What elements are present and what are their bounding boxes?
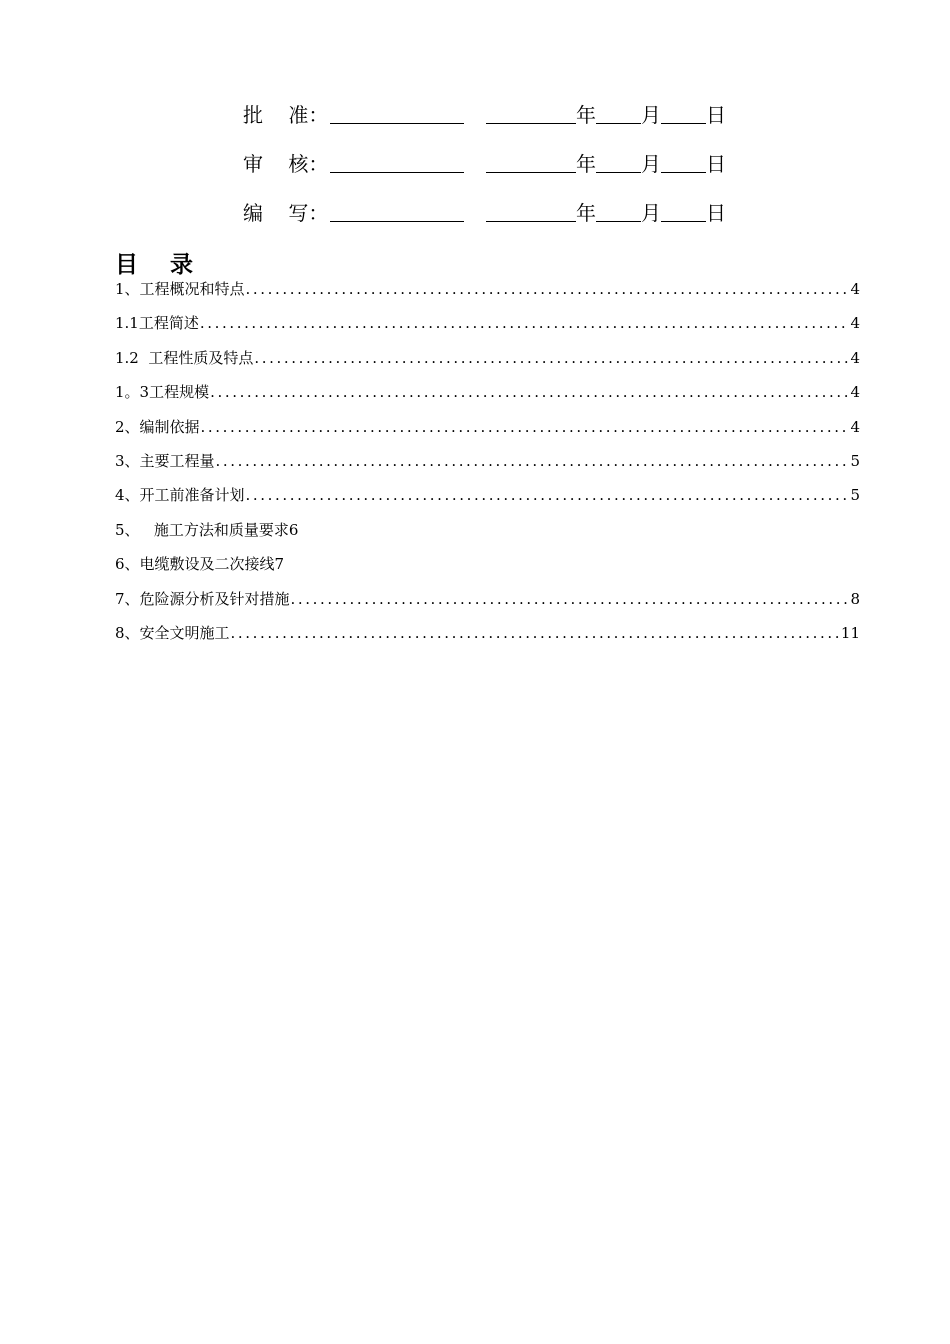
month-blank	[596, 199, 641, 222]
toc-item-page: 11	[840, 623, 860, 642]
toc-item-text: 1。3工程规模	[115, 383, 210, 402]
toc-item[interactable]	[115, 586, 860, 620]
toc-item-text: 1、工程概况和特点	[115, 280, 245, 298]
signature-name-blank	[330, 199, 464, 222]
toc-item[interactable]	[115, 276, 860, 310]
signature-label: 批 准：	[243, 103, 329, 127]
toc-item[interactable]	[115, 620, 860, 654]
signature-label: 审 核：	[243, 152, 329, 176]
toc-item-page: 4	[850, 280, 860, 298]
toc-item[interactable]	[115, 551, 860, 585]
year-blank	[486, 199, 576, 222]
toc-item-text: 2、编制依据	[115, 417, 200, 436]
toc-item[interactable]	[115, 414, 860, 448]
month-label: 月	[641, 201, 661, 225]
toc-item-text: 8、安全文明施工	[115, 623, 230, 642]
toc-item-text: 3、主要工程量	[115, 451, 215, 470]
toc-leader-dots	[291, 586, 849, 612]
year-label: 年	[576, 152, 596, 176]
month-label: 月	[641, 103, 661, 127]
toc-item-text: 6、电缆敷设及二次接线7	[115, 555, 285, 574]
toc-item-page: 8	[850, 589, 860, 608]
month-blank	[596, 101, 641, 124]
toc-item[interactable]	[115, 379, 860, 413]
toc-item-text: 4、开工前准备计划	[115, 486, 245, 505]
table-of-contents	[115, 276, 860, 654]
signature-row-review	[243, 144, 726, 178]
signature-block	[243, 95, 726, 242]
day-label: 日	[706, 201, 726, 225]
signature-name-blank	[330, 101, 464, 124]
toc-item-text: 7、危险源分析及针对措施	[115, 589, 290, 608]
toc-item-page: 5	[850, 451, 860, 470]
toc-leader-dots	[201, 414, 849, 440]
signature-row-approve	[243, 95, 726, 129]
day-blank	[661, 199, 706, 222]
toc-item-text: 1.2 工程性质及特点	[115, 348, 254, 367]
day-blank	[661, 101, 706, 124]
toc-leader-dots	[254, 345, 848, 371]
day-label: 日	[706, 152, 726, 176]
toc-title: 目 录	[115, 252, 194, 278]
toc-item[interactable]	[115, 517, 860, 551]
month-label: 月	[641, 152, 661, 176]
day-label: 日	[706, 103, 726, 127]
toc-item-page: 5	[850, 486, 860, 505]
year-blank	[486, 150, 576, 173]
signature-name-blank	[330, 150, 464, 173]
toc-item-page: 4	[850, 348, 860, 367]
toc-item-page: 4	[850, 383, 860, 402]
toc-leader-dots	[216, 448, 849, 474]
toc-item[interactable]	[115, 310, 860, 344]
toc-item-page: 4	[850, 314, 860, 333]
toc-leader-dots	[246, 482, 849, 508]
year-label: 年	[576, 201, 596, 225]
year-blank	[486, 101, 576, 124]
signature-label: 编 写：	[243, 201, 329, 225]
toc-item[interactable]	[115, 448, 860, 482]
toc-item-text: 5、 施工方法和质量要求6	[115, 520, 299, 539]
month-blank	[596, 150, 641, 173]
year-label: 年	[576, 103, 596, 127]
toc-leader-dots	[210, 379, 848, 405]
toc-leader-dots	[200, 310, 849, 336]
toc-item-text: 1.1工程简述	[115, 314, 199, 333]
toc-item-page: 4	[850, 417, 860, 436]
toc-leader-dots	[246, 276, 849, 302]
day-blank	[661, 150, 706, 173]
signature-row-author	[243, 193, 726, 227]
toc-item[interactable]	[115, 482, 860, 516]
toc-leader-dots	[231, 620, 839, 646]
toc-item[interactable]	[115, 345, 860, 379]
